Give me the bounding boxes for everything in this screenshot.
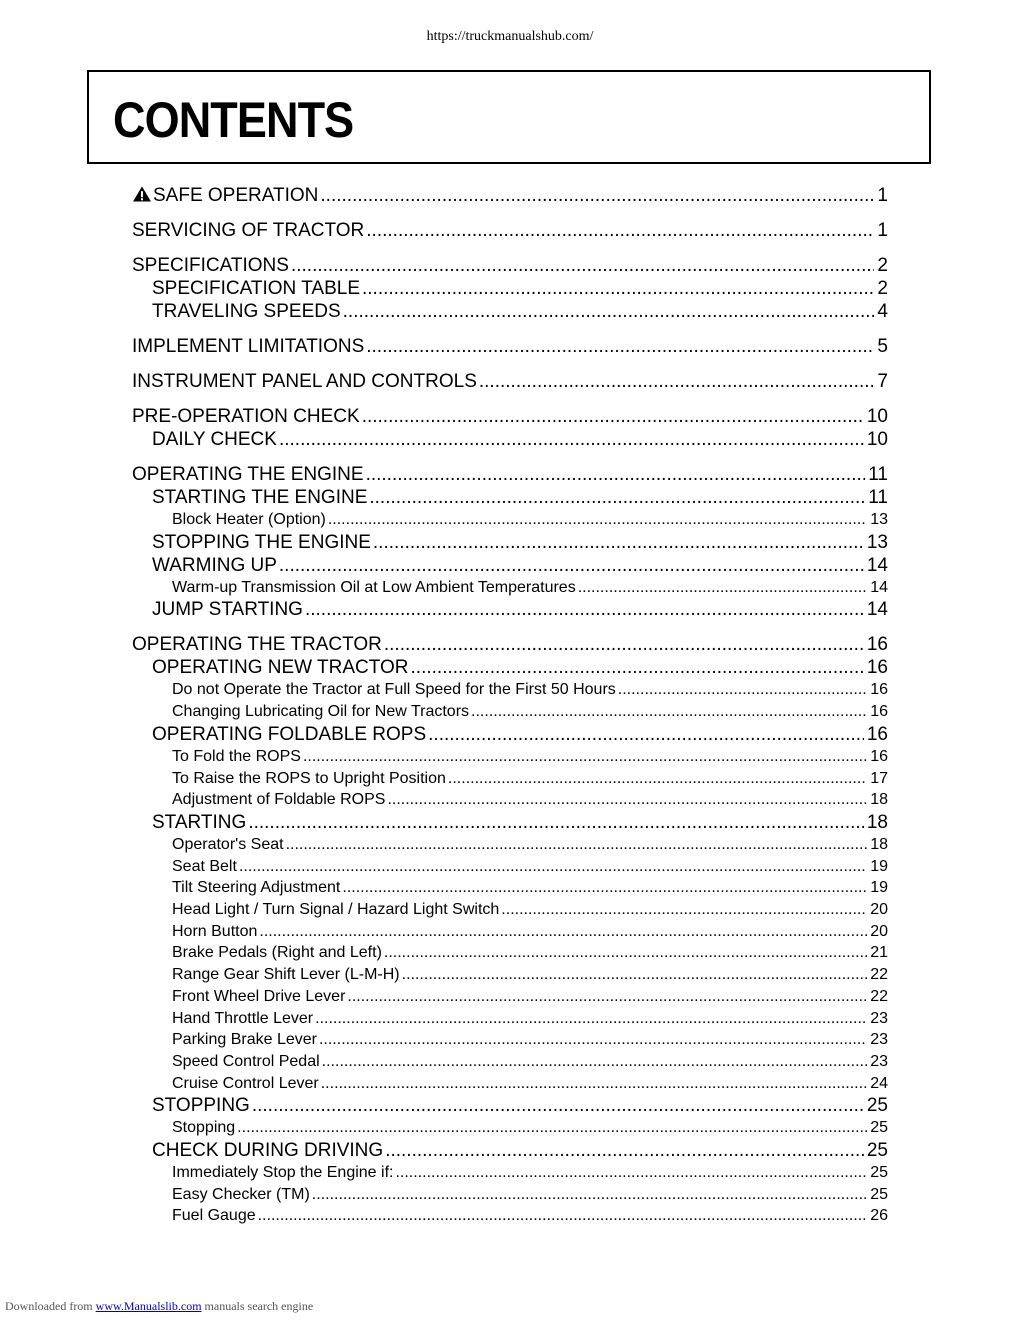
dot-leader xyxy=(279,428,864,451)
toc-entry[interactable] xyxy=(132,986,888,1008)
dot-leader xyxy=(319,1029,867,1051)
toc-entry[interactable] xyxy=(132,834,888,856)
toc-entry-label: Adjustment of Foldable ROPS xyxy=(172,791,386,809)
dot-leader xyxy=(312,1184,867,1206)
toc-entry-label: OPERATING THE TRACTOR xyxy=(132,634,382,656)
toc-entry-page-number: 16 xyxy=(866,634,888,656)
toc-entry[interactable] xyxy=(132,1029,888,1051)
toc-entry-label: Warm-up Transmission Oil at Low Ambient Temperatures xyxy=(172,578,576,596)
toc-entry-page-number: 24 xyxy=(870,1074,888,1092)
toc-entry[interactable] xyxy=(132,942,888,964)
toc-entry-page-number: 26 xyxy=(870,1207,888,1225)
toc-entry-label: JUMP STARTING xyxy=(152,599,303,621)
dot-leader xyxy=(479,370,875,393)
dot-leader xyxy=(362,405,864,428)
toc-entry-title xyxy=(172,1008,313,1030)
toc-entry-title xyxy=(172,921,257,943)
dot-leader xyxy=(448,768,867,790)
toc-entry[interactable] xyxy=(132,899,888,921)
toc-entry-label: Head Light / Turn Signal / Hazard Light Switch xyxy=(172,901,500,919)
toc-entry-title xyxy=(152,1094,250,1117)
toc-entry-label: WARMING UP xyxy=(152,554,277,576)
toc-entry-page-number: 23 xyxy=(870,1009,888,1027)
toc-entry-page-number: 14 xyxy=(870,578,888,596)
toc-entry-title xyxy=(172,1073,319,1095)
dot-leader xyxy=(343,300,875,323)
toc-entry-page-number: 19 xyxy=(870,879,888,897)
dot-leader xyxy=(258,1205,868,1227)
toc-entry-title xyxy=(172,1184,310,1206)
dot-leader xyxy=(384,633,864,656)
toc-entry-label: STARTING xyxy=(152,811,247,833)
toc-entry-label: To Raise the ROPS to Upright Position xyxy=(172,769,446,787)
toc-entry-title xyxy=(172,746,301,768)
toc-entry-title xyxy=(152,656,409,679)
dot-leader xyxy=(320,184,874,207)
toc-entry-title xyxy=(172,856,237,878)
dot-leader xyxy=(305,598,864,621)
toc-entry-title xyxy=(172,1051,320,1073)
toc-entry-title xyxy=(152,723,426,746)
toc-entry-label: To Fold the ROPS xyxy=(172,747,301,765)
toc-entry-label: Brake Pedals (Right and Left) xyxy=(172,944,382,962)
toc-entry-title xyxy=(172,964,400,986)
title-box xyxy=(87,70,931,164)
warning-triangle-icon xyxy=(132,186,152,202)
toc-entry-label: OPERATING NEW TRACTOR xyxy=(152,657,409,679)
toc-entry[interactable] xyxy=(132,877,888,899)
dot-leader xyxy=(366,219,874,242)
toc-entry-page-number: 17 xyxy=(870,769,888,787)
toc-entry[interactable] xyxy=(132,184,888,207)
toc-entry[interactable] xyxy=(132,921,888,943)
toc-entry[interactable] xyxy=(132,723,888,746)
toc-entry-title xyxy=(152,531,371,554)
toc-entry-page-number: 20 xyxy=(870,901,888,919)
toc-entry-title xyxy=(132,633,382,656)
toc-entry-title xyxy=(172,834,284,856)
toc-entry-title xyxy=(172,509,326,531)
toc-entry[interactable] xyxy=(132,964,888,986)
dot-leader xyxy=(252,1094,864,1117)
toc-entry[interactable] xyxy=(132,1008,888,1030)
toc-entry-page-number: 16 xyxy=(870,747,888,765)
toc-entry-page-number: 23 xyxy=(870,1052,888,1070)
toc-entry[interactable] xyxy=(132,656,888,679)
toc-entry[interactable] xyxy=(132,335,888,358)
toc-entry-title xyxy=(152,598,303,621)
toc-entry-label: Parking Brake Lever xyxy=(172,1031,317,1049)
toc-entry-label: Front Wheel Drive Lever xyxy=(172,987,346,1005)
toc-entry-page-number: 11 xyxy=(868,464,888,485)
toc-entry-title xyxy=(172,1205,256,1227)
toc-entry-label: Tilt Steering Adjustment xyxy=(172,879,341,897)
dot-leader xyxy=(369,486,865,509)
toc-entry-label: Changing Lubricating Oil for New Tractors xyxy=(172,703,470,721)
toc-entry[interactable] xyxy=(132,598,888,621)
toc-entry-label: SAFE OPERATION xyxy=(153,185,319,206)
toc-entry-title xyxy=(152,428,277,451)
toc-entry[interactable] xyxy=(132,746,888,768)
dot-leader xyxy=(366,335,874,358)
toc-entry-label: Block Heater (Option) xyxy=(172,511,326,528)
toc-entry-label: Horn Button xyxy=(172,922,258,940)
toc-entry-label: Range Gear Shift Lever (L-M-H) xyxy=(172,966,400,984)
toc-entry-page-number: 10 xyxy=(866,429,888,450)
toc-entry-page-number: 16 xyxy=(870,703,888,721)
toc-entry-page-number: 18 xyxy=(870,791,888,809)
toc-entry-label: OPERATING FOLDABLE ROPS xyxy=(152,723,427,745)
toc-entry-label: STARTING THE ENGINE xyxy=(152,487,368,508)
toc-entry-page-number: 16 xyxy=(866,657,888,679)
dot-leader xyxy=(322,1051,868,1073)
toc-entry[interactable] xyxy=(132,577,888,599)
toc-entry-page-number: 18 xyxy=(866,811,888,833)
toc-entry-title xyxy=(172,877,340,899)
toc-entry[interactable] xyxy=(132,1051,888,1073)
dot-leader xyxy=(321,1073,867,1095)
toc-entry-title xyxy=(152,1139,383,1162)
toc-entry[interactable] xyxy=(132,219,888,242)
toc-entry-label: Easy Checker (TM) xyxy=(172,1185,310,1203)
dot-leader xyxy=(237,1117,867,1139)
toc-entry-page-number: 11 xyxy=(868,487,888,508)
toc-entry-label: SPECIFICATIONS xyxy=(132,255,289,276)
toc-entry-page-number: 20 xyxy=(870,922,888,940)
toc-entry-title xyxy=(172,1117,235,1139)
toc-entry[interactable] xyxy=(132,1139,888,1162)
toc-entry-page-number: 7 xyxy=(877,371,888,392)
toc-entry-label: STOPPING THE ENGINE xyxy=(152,531,371,553)
toc-entry[interactable] xyxy=(132,1073,888,1095)
toc-entry-page-number: 19 xyxy=(870,857,888,875)
toc-entry-label: IMPLEMENT LIMITATIONS xyxy=(132,336,365,357)
toc-entry-label: PRE-OPERATION CHECK xyxy=(132,406,360,427)
dot-leader xyxy=(315,1008,867,1030)
toc-entry-title xyxy=(132,335,364,358)
toc-entry-label: Cruise Control Lever xyxy=(172,1074,319,1092)
toc-entry-page-number: 14 xyxy=(866,554,888,576)
toc-entry-title xyxy=(132,254,289,277)
toc-entry[interactable] xyxy=(132,300,888,323)
toc-entry-page-number: 16 xyxy=(866,723,888,745)
table-of-contents xyxy=(132,181,888,1227)
toc-entry-label: DAILY CHECK xyxy=(152,429,277,450)
toc-entry-title xyxy=(172,899,499,921)
toc-entry-title xyxy=(172,768,446,790)
toc-entry-title xyxy=(132,370,477,393)
toc-entry-page-number: 25 xyxy=(866,1095,888,1117)
toc-entry-label: Do not Operate the Tractor at Full Speed for the First 50 Hours xyxy=(172,681,616,699)
toc-entry-title xyxy=(132,463,364,486)
toc-entry[interactable] xyxy=(132,277,888,300)
toc-entry-title xyxy=(132,219,364,242)
toc-entry-label: Stopping xyxy=(172,1119,236,1137)
toc-entry-page-number: 13 xyxy=(870,511,888,528)
toc-entry[interactable] xyxy=(132,370,888,393)
toc-entry-title xyxy=(132,405,360,428)
dot-leader xyxy=(248,811,864,834)
toc-entry-label: OPERATING THE ENGINE xyxy=(132,464,364,485)
dot-leader xyxy=(239,856,867,878)
toc-entry-label: Seat Belt xyxy=(172,857,237,875)
toc-entry-page-number: 1 xyxy=(877,185,888,206)
toc-entry-page-number: 13 xyxy=(866,531,888,553)
dot-leader xyxy=(618,679,867,701)
dot-leader xyxy=(347,986,867,1008)
dot-leader xyxy=(387,789,867,811)
toc-entry-label: CHECK DURING DRIVING xyxy=(152,1140,384,1162)
toc-entry-title xyxy=(172,1029,317,1051)
toc-entry-title xyxy=(172,789,385,811)
dot-leader xyxy=(279,554,864,577)
toc-entry[interactable] xyxy=(132,633,888,656)
dot-leader xyxy=(471,701,867,723)
toc-entry-page-number: 16 xyxy=(870,681,888,699)
toc-entry[interactable] xyxy=(132,789,888,811)
toc-entry-page-number: 14 xyxy=(866,599,888,621)
dot-leader xyxy=(385,1139,864,1162)
toc-entry-page-number: 4 xyxy=(877,301,888,322)
toc-entry-title xyxy=(152,554,277,577)
toc-entry-page-number: 2 xyxy=(877,255,888,276)
toc-entry[interactable] xyxy=(132,768,888,790)
toc-entry[interactable] xyxy=(132,1205,888,1227)
toc-entry[interactable] xyxy=(132,509,888,531)
toc-entry[interactable] xyxy=(132,463,888,486)
footer-suffix: manuals search engine xyxy=(201,1299,314,1313)
toc-entry-title xyxy=(172,679,616,701)
toc-entry[interactable] xyxy=(132,531,888,554)
toc-entry-page-number: 10 xyxy=(866,406,888,427)
dot-leader xyxy=(342,877,867,899)
dot-leader xyxy=(366,463,866,486)
toc-entry-label: INSTRUMENT PANEL AND CONTROLS xyxy=(132,371,477,392)
toc-entry[interactable] xyxy=(132,1184,888,1206)
toc-entry-title xyxy=(152,300,341,323)
toc-entry[interactable] xyxy=(132,1094,888,1117)
toc-entry[interactable] xyxy=(132,811,888,834)
toc-entry-page-number: 21 xyxy=(870,944,888,962)
toc-entry[interactable] xyxy=(132,254,888,277)
toc-entry-label: Hand Throttle Lever xyxy=(172,1009,314,1027)
toc-entry-title xyxy=(152,277,360,300)
dot-leader xyxy=(428,723,864,746)
toc-entry-page-number: 25 xyxy=(870,1164,888,1182)
toc-entry-page-number: 25 xyxy=(870,1119,888,1137)
toc-entry-title xyxy=(172,701,469,723)
dot-leader xyxy=(303,746,867,768)
dot-leader xyxy=(395,1162,867,1184)
toc-entry[interactable] xyxy=(132,679,888,701)
toc-entry-page-number: 22 xyxy=(870,966,888,984)
toc-entry[interactable] xyxy=(132,428,888,451)
toc-entry-page-number: 22 xyxy=(870,987,888,1005)
toc-entry-title xyxy=(152,811,246,834)
page-title: CONTENTS xyxy=(113,92,354,148)
toc-entry-label: SPECIFICATION TABLE xyxy=(152,278,360,299)
toc-entry-label: SERVICING OF TRACTOR xyxy=(132,220,365,241)
footer-link[interactable]: www.Manualslib.com xyxy=(95,1299,202,1313)
dot-leader xyxy=(384,942,867,964)
toc-entry-label: Fuel Gauge xyxy=(172,1207,256,1225)
toc-entry-label: Operator's Seat xyxy=(172,835,284,853)
toc-entry-page-number: 5 xyxy=(877,336,888,357)
toc-entry-page-number: 25 xyxy=(866,1140,888,1162)
dot-leader xyxy=(402,964,868,986)
toc-entry-title xyxy=(132,184,318,207)
toc-entry-label: TRAVELING SPEEDS xyxy=(152,301,341,322)
toc-entry-page-number: 18 xyxy=(870,835,888,853)
toc-entry-title xyxy=(172,942,382,964)
dot-leader xyxy=(328,509,867,531)
toc-entry[interactable] xyxy=(132,856,888,878)
toc-entry[interactable] xyxy=(132,486,888,509)
toc-entry[interactable] xyxy=(132,405,888,428)
header-url: https://truckmanualshub.com/ xyxy=(426,29,594,44)
toc-entry-page-number: 2 xyxy=(877,278,888,299)
toc-entry-title xyxy=(172,986,345,1008)
toc-entry[interactable] xyxy=(132,1117,888,1139)
toc-entry[interactable] xyxy=(132,701,888,723)
dot-leader xyxy=(411,656,864,679)
dot-leader xyxy=(291,254,874,277)
toc-entry[interactable] xyxy=(132,1162,888,1184)
toc-entry-page-number: 25 xyxy=(870,1185,888,1203)
dot-leader xyxy=(578,577,868,599)
dot-leader xyxy=(501,899,867,921)
toc-entry-title xyxy=(152,486,367,509)
toc-entry-label: STOPPING xyxy=(152,1095,250,1117)
footer-prefix: Downloaded from xyxy=(5,1299,96,1313)
footer xyxy=(5,1299,313,1314)
toc-entry-page-number: 23 xyxy=(870,1031,888,1049)
dot-leader xyxy=(286,834,868,856)
toc-entry[interactable] xyxy=(132,554,888,577)
toc-entry-label: Immediately Stop the Engine if: xyxy=(172,1164,394,1182)
toc-entry-title xyxy=(172,1162,393,1184)
toc-entry-page-number: 1 xyxy=(877,220,888,241)
toc-entry-title xyxy=(172,577,576,599)
dot-leader xyxy=(259,921,867,943)
toc-entry-label: Speed Control Pedal xyxy=(172,1052,320,1070)
dot-leader xyxy=(373,531,864,554)
dot-leader xyxy=(362,277,874,300)
